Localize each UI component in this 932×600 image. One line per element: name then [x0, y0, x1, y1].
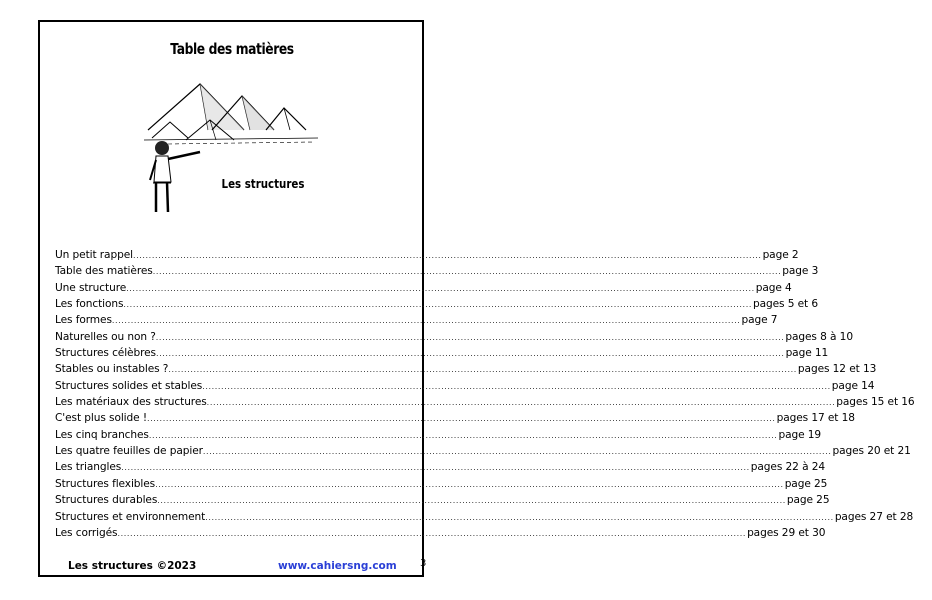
toc-row [55, 492, 830, 508]
toc-entry-label: Structures et environnement [55, 510, 206, 523]
toc-leader-dots: ........................................................................................................................................................................................................ [202, 381, 831, 391]
toc-entry-page: page 25 [784, 477, 828, 490]
toc-entry-label: Structures flexibles [55, 477, 156, 490]
page-title: Table des matières [170, 40, 294, 58]
toc-entry-label: Un petit rappel [55, 249, 133, 261]
toc-entry-label: Structures célèbres [55, 347, 156, 360]
toc-entry-label: Une structure [55, 281, 127, 294]
toc-entry-label: Les fonctions [55, 298, 124, 311]
toc-row [55, 394, 915, 410]
toc-leader-dots: ........................................................................................................................................................................................................ [155, 332, 785, 342]
toc-leader-dots: ........................................................................................................................................................................................................ [148, 430, 778, 440]
toc-leader-dots: ........................................................................................................................................................................................................ [168, 365, 797, 375]
toc-entry-page: pages 20 et 21 [832, 445, 911, 458]
toc-entry-label: Naturelles ou non ? [55, 330, 156, 343]
toc-leader-dots: ........................................................................................................................................................................................................ [155, 349, 785, 359]
toc-row [55, 361, 877, 377]
toc-entry-page: page 25 [786, 494, 830, 507]
toc-entry-page: page 14 [831, 379, 875, 392]
toc-row [55, 263, 819, 279]
toc-entry-label: Les matériaux des structures [55, 396, 207, 409]
toc-row [55, 345, 829, 361]
toc-entry-page: page 7 [741, 314, 778, 327]
toc-leader-dots: ........................................................................................................................................................................................................ [126, 283, 755, 293]
toc-row [55, 443, 911, 459]
toc-leader-dots: ........................................................................................................................................................................................................ [123, 300, 752, 310]
toc-leader-dots: ........................................................................................................................................................................................................ [206, 398, 836, 408]
toc-entry-label: Les corrigés [55, 526, 118, 539]
toc-leader-dots: ........................................................................................................................................................................................................ [132, 251, 762, 260]
toc-row [55, 312, 778, 328]
toc-entry-page: page 19 [778, 428, 822, 441]
toc-entry-label: Structures durables [55, 494, 158, 507]
toc-row [55, 247, 799, 263]
toc-entry-page: pages 15 et 16 [836, 396, 915, 409]
toc-row [55, 509, 914, 525]
toc-leader-dots: ........................................................................................................................................................................................................ [155, 479, 784, 489]
toc-entry-page: pages 8 à 10 [785, 330, 853, 343]
toc-leader-dots: ........................................................................................................................................................................................................ [202, 447, 832, 457]
toc-leader-dots: ........................................................................................................................................................................................................ [152, 267, 782, 277]
toc-entry-label: C'est plus solide ! [55, 412, 147, 425]
toc-entry-page: page 3 [782, 265, 819, 278]
toc-entry-page: page 2 [762, 249, 799, 261]
toc-entry-page: pages 29 et 30 [747, 526, 826, 539]
toc-leader-dots: ........................................................................................................................................................................................................ [111, 316, 741, 326]
toc-entry-label: Stables ou instables ? [55, 363, 169, 376]
toc-leader-dots: ........................................................................................................................................................................................................ [121, 463, 750, 473]
toc-entry-label: Les quatre feuilles de papier [55, 445, 203, 458]
footer-title: Les structures ©2023 [68, 560, 197, 572]
toc-row [55, 296, 819, 312]
section-subtitle: Les structures [221, 176, 305, 191]
toc-entry-label: Structures solides et stables [55, 379, 203, 392]
toc-entry-page: pages 27 et 28 [834, 510, 914, 523]
toc-leader-dots: ........................................................................................................................................................................................................ [157, 496, 786, 506]
toc-entry-page: pages 12 et 13 [797, 363, 877, 376]
footer-website-link[interactable]: www.cahiersng.com [278, 560, 397, 572]
toc-leader-dots: ........................................................................................................................................................................................................ [117, 528, 747, 538]
toc-leader-dots: ........................................................................................................................................................................................................ [146, 414, 776, 424]
page-number: 3 [420, 558, 427, 569]
toc-entry-label: Les cinq branches [55, 428, 149, 441]
toc-entry-label: Les formes [55, 314, 112, 327]
toc-row [55, 427, 822, 443]
toc-leader-dots: ........................................................................................................................................................................................................ [205, 512, 834, 522]
toc-entry-page: pages 5 et 6 [752, 298, 819, 311]
toc-row [55, 525, 826, 541]
toc-row [55, 329, 853, 345]
toc-entry-page: pages 22 à 24 [750, 461, 826, 474]
toc-row [55, 476, 828, 492]
toc-row [55, 280, 792, 296]
toc-row [55, 378, 875, 394]
toc-entry-label: Les triangles [55, 461, 122, 474]
toc-entry-label: Table des matières [55, 265, 153, 278]
pyramids-illustration [138, 80, 328, 215]
toc-entry-page: page 4 [755, 281, 792, 294]
toc-entry-page: pages 17 et 18 [776, 412, 855, 425]
table-of-contents [55, 247, 915, 541]
toc-row [55, 410, 855, 426]
toc-row [55, 459, 826, 475]
toc-entry-page: page 11 [785, 347, 829, 360]
